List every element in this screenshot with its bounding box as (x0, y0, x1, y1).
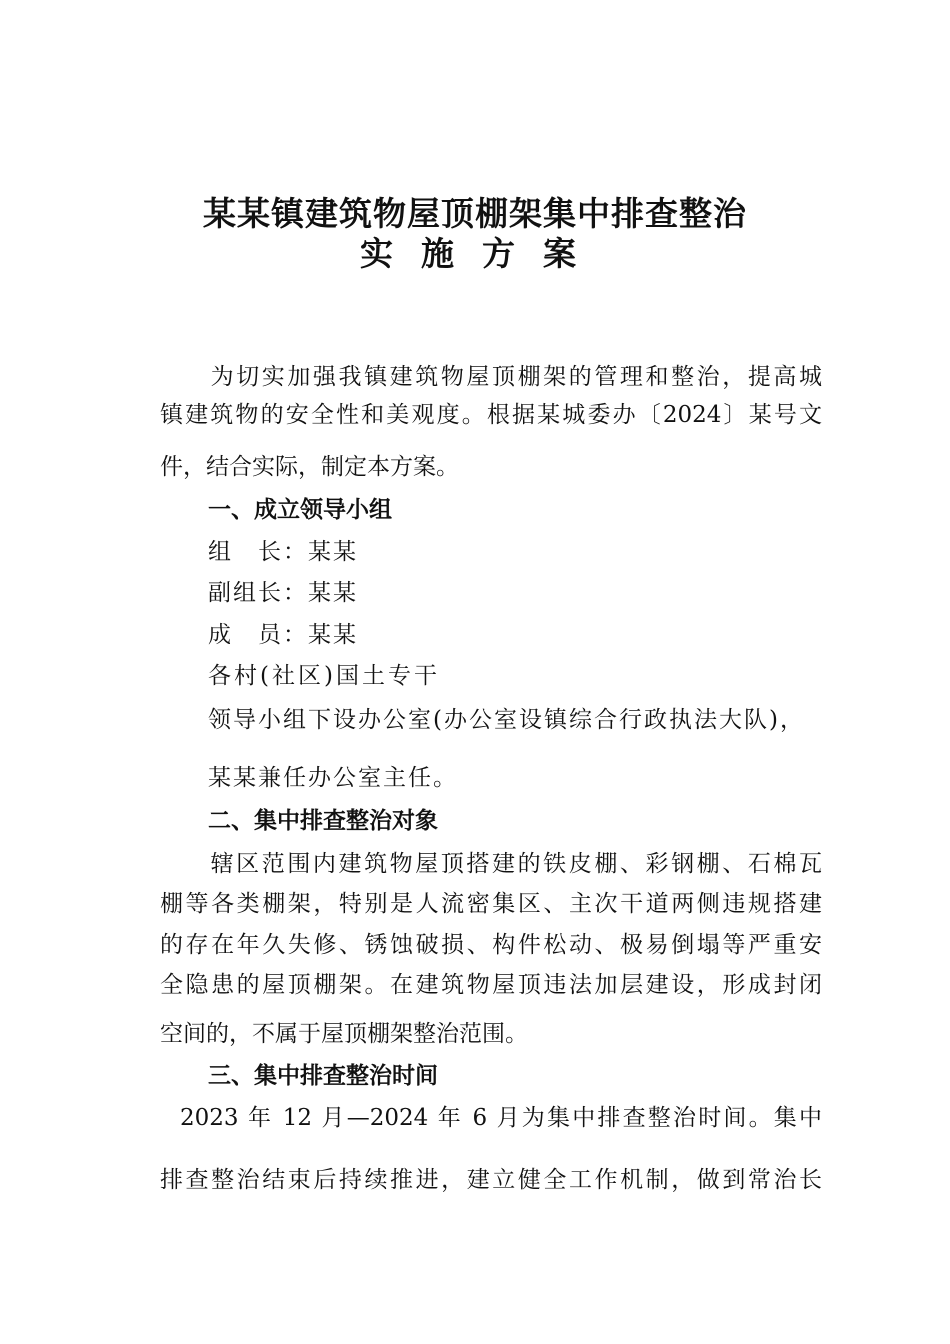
document-title: 某某镇建筑物屋顶棚架集中排查整治 (203, 194, 747, 233)
village-staff-line: 各村(社区)国土专干 (208, 663, 440, 689)
leader-line: 组 长：某某 (208, 539, 358, 565)
members-line: 成 员：某某 (208, 622, 358, 648)
office-line-1: 领导小组下设办公室(办公室设镇综合行政执法大队)， (208, 707, 805, 733)
intro-line-3: 件，结合实际，制定本方案。 (160, 454, 459, 480)
section-2-line-3: 的存在年久失修、锈蚀破损、构件松动、极易倒塌等严重安 (160, 932, 822, 958)
deputy-leader-line: 副组长：某某 (208, 580, 358, 606)
section-2-line-1: 辖区范围内建筑物屋顶搭建的铁皮棚、彩钢棚、石棉瓦 (208, 851, 822, 877)
intro-line-1: 为切实加强我镇建筑物屋顶棚架的管理和整治，提高城 (208, 364, 822, 390)
office-line-2: 某某兼任办公室主任。 (208, 765, 458, 791)
section-2-heading: 二、集中排查整治对象 (208, 808, 438, 834)
document-subtitle: 实施方案 (360, 234, 604, 273)
section-3-heading: 三、集中排查整治时间 (208, 1063, 438, 1089)
intro-line-2: 镇建筑物的安全性和美观度。根据某城委办〔2024〕某号文 (160, 402, 822, 428)
section-2-line-2: 棚等各类棚架，特别是人流密集区、主次干道两侧违规搭建 (160, 891, 822, 917)
section-1-heading: 一、成立领导小组 (208, 497, 392, 523)
section-3-line-2: 排查整治结束后持续推进，建立健全工作机制，做到常治长 (160, 1167, 822, 1193)
section-2-line-5: 空间的，不属于屋顶棚架整治范围。 (160, 1021, 528, 1047)
section-2-line-4: 全隐患的屋顶棚架。在建筑物屋顶违法加层建设，形成封闭 (160, 972, 822, 998)
section-3-line-1: 2023 年 12 月—2024 年 6 月为集中排查整治时间。集中 (180, 1105, 822, 1131)
